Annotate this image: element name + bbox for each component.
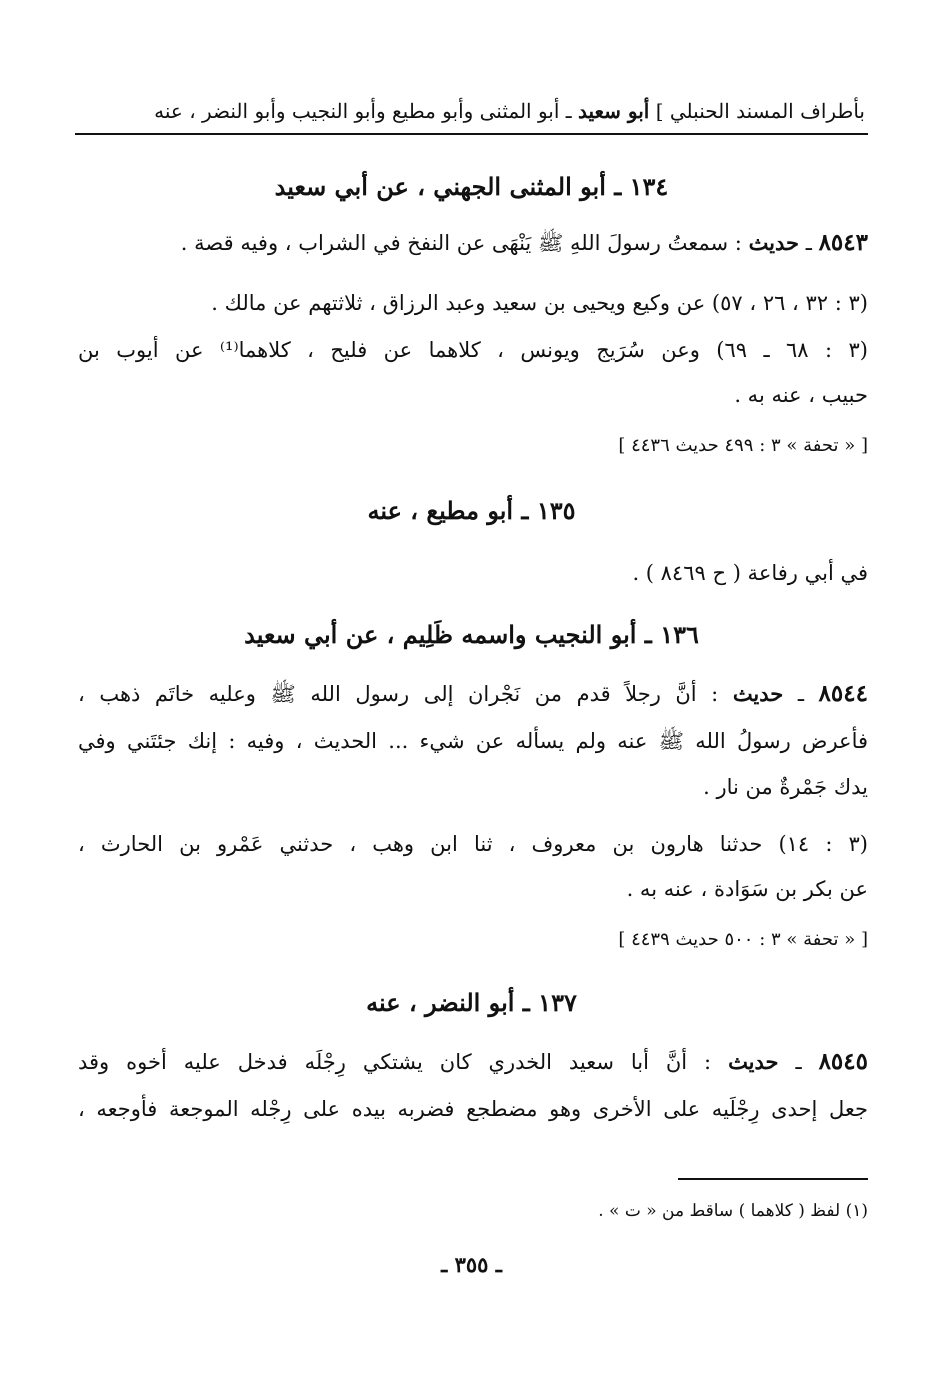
hadith-text: : أنَّ أبا سعيد الخدري كان يشتكي رِجْلَه فدخل عليه أخوه وقد [78, 1050, 712, 1074]
isnad-line: حبيب ، عنه به . [734, 383, 868, 407]
hadith-dash: ـ [805, 231, 812, 255]
tuhfa-reference: [ « تحفة » ٣ : ٥٠٠ حديث ٤٤٣٩ ] [618, 929, 868, 950]
hadith-label: حديث [732, 681, 784, 706]
isnad-line: (٣ : ٣٢ ، ٢٦ ، ٥٧) عن وكيع ويحيى بن سعيد وعبد الرزاق ، ثلاثتهم عن مالك . [211, 291, 868, 315]
isnad-line: عن بكر بن سَوَادة ، عنه به . [626, 877, 868, 901]
hadith-dash: ـ [797, 682, 804, 706]
hadith-8543-line-1 [78, 226, 868, 260]
header-subjects: ـ أبو المثنى وأبو مطيع وأبو النجيب وأبو النضر ، عنه [154, 99, 572, 123]
hadith-number: ٨٥٤٤ [818, 680, 868, 707]
running-header [75, 96, 865, 126]
hadith-number: ٨٥٤٣ [818, 229, 868, 256]
cross-reference-note: في أبي رفاعة ( ح ٨٤٦٩ ) . [632, 561, 868, 585]
isnad-line: (٣ : ١٤) حدثنا هارون بن معروف ، ثنا ابن وهب ، حدثني عَمْرو بن الحارث ، [78, 832, 868, 856]
hadith-number: ٨٥٤٥ [818, 1048, 868, 1075]
hadith-label: حديث [728, 1049, 779, 1074]
hadith-8544-line-1 [78, 677, 868, 711]
hadith-text: : أنَّ رجلاً قدم من نَجْران إلى رسول الله ﷺ وعليه خاتَم ذهب ، [78, 682, 719, 706]
hadith-8545-line-1 [78, 1045, 868, 1079]
header-book-title: بأطراف المسند الحنبلي ] [655, 99, 865, 123]
section-title-136: ١٣٦ ـ أبو النجيب واسمه ظَلِيم ، عن أبي سعيد [244, 620, 699, 649]
footnote-rule [678, 1178, 868, 1180]
page-number: ـ ٣٥٥ ـ [441, 1252, 502, 1277]
header-rule [75, 133, 868, 135]
isnad-line: (٣ : ٦٨ ـ ٦٩) وعن سُرَيج ويونس ، كلاهما عن فليح ، كلاهما⁽¹⁾ عن أيوب بن [78, 338, 868, 362]
hadith-label: حديث [748, 230, 800, 255]
section-title-137: ١٣٧ ـ أبو النضر ، عنه [366, 988, 577, 1017]
hadith-8544-line-2: فأعرض رسولُ الله ﷺ عنه ولم يسأله عن شيء ... الحديث ، وفيه : إنك جئتَني وفي [78, 729, 868, 753]
hadith-dash: ـ [795, 1050, 802, 1074]
section-title-135: ١٣٥ ـ أبو مطيع ، عنه [367, 496, 576, 525]
hadith-8544-line-3: يدك جَمْرةٌ من نار . [703, 775, 868, 799]
footnote: (١) لفظ ( كلاهما ) ساقط من « ت » . [598, 1201, 868, 1221]
tuhfa-reference: [ « تحفة » ٣ : ٤٩٩ حديث ٤٤٣٦ ] [618, 435, 868, 456]
hadith-8545-line-2: جعل إحدى رِجْلَيه على الأخرى وهو مضطجع فضربه بيده على رِجْله الموجعة فأوجعه ، [78, 1097, 868, 1121]
header-bold-name: أبو سعيد [577, 99, 650, 123]
hadith-text: : سمعتُ رسولَ اللهِ ﷺ يَنْهَى عن النفخ في الشراب ، وفيه قصة . [180, 231, 742, 255]
section-title-134: ١٣٤ ـ أبو المثنى الجهني ، عن أبي سعيد [274, 172, 669, 201]
